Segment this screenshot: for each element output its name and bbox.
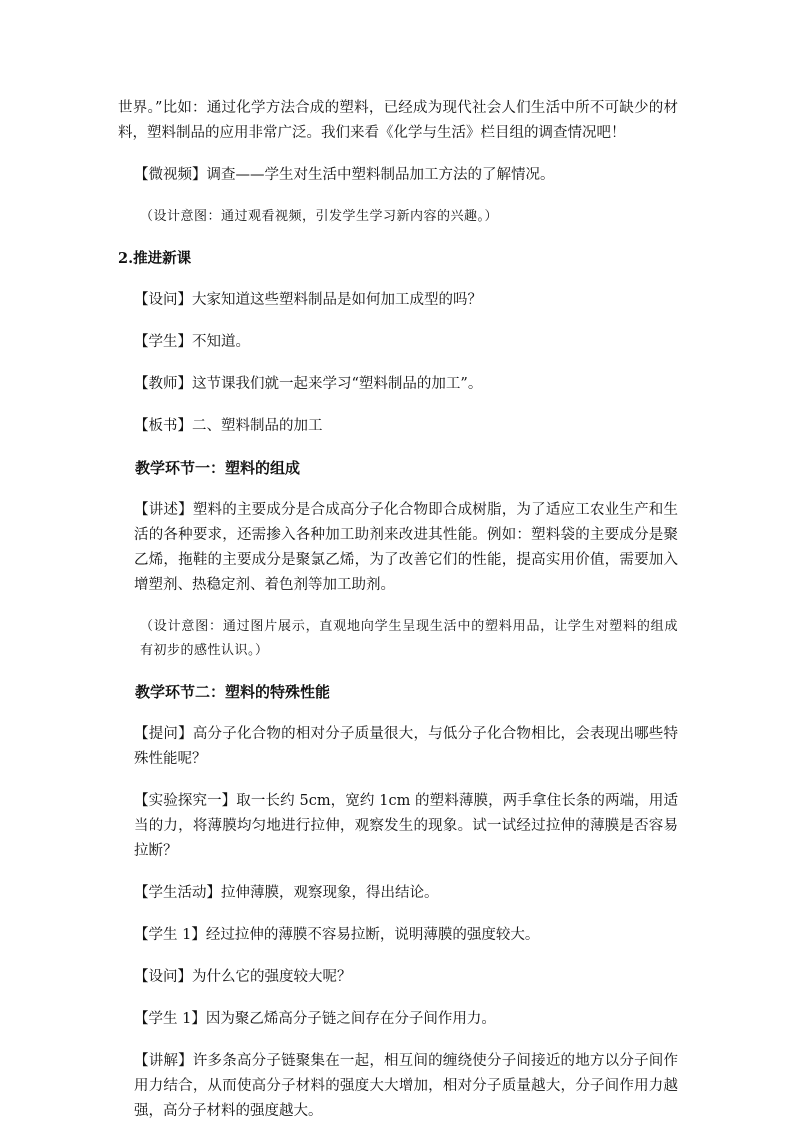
student-1-answer-a-tag: 【学生 1】 [134, 927, 206, 943]
student-activity-1 [118, 881, 678, 906]
question-2 [118, 965, 678, 990]
question-1-text: 大家知道这些塑料制品是如何加工成型的吗？ [192, 292, 482, 308]
explanation-1-text: 许多条高分子链聚集在一起，相互间的缠绕使分子间接近的地方以分子间作用力结合，从而使高分子材料的强度大大增加，相对分子质量越大，分子间作用力越强，高分子材料的强度越大。 [134, 1053, 679, 1119]
board-note-1-tag: 【板书】 [134, 418, 192, 434]
lecture-1-text: 塑料的主要成分是合成高分子化合物即合成树脂，为了适应工农业生产和生活的各种要求，还需掺入各种加工助剂来改进其性能。例如：塑料袋的主要成分是聚乙烯，拖鞋的主要成分是聚氯乙烯，为了改善它们的性能，提高实用价值，需要加入增塑剂、热稳定剂、着色剂等加工助剂。 [134, 502, 679, 593]
student-1-answer-a-text: 经过拉伸的薄膜不容易拉断，说明薄膜的强度较大。 [205, 927, 540, 943]
ask-1-text: 高分子化合物的相对分子质量很大，与低分子化合物相比，会表现出哪些特殊性能呢？ [134, 726, 679, 767]
teacher-1 [118, 372, 678, 397]
design-note-2-text: （设计意图：通过图片展示，直观地向学生呈现生活中的塑料用品，让学生对塑料的组成有初步的感性认识。） [140, 619, 678, 658]
experiment-1 [118, 789, 678, 864]
ask-1 [118, 722, 678, 772]
student-activity-1-text: 拉伸薄膜，观察现象，得出结论。 [221, 885, 439, 901]
question-1 [118, 288, 678, 313]
intro-paragraph [118, 96, 678, 146]
ask-1-tag: 【提问】 [134, 726, 193, 742]
design-note-2 [118, 615, 678, 663]
question-2-tag: 【设问】 [134, 969, 192, 985]
teacher-1-tag: 【教师】 [134, 376, 192, 392]
student-1-answer-b-tag: 【学生 1】 [134, 1011, 206, 1027]
experiment-1-text: 取一长约 5cm，宽约 1cm 的塑料薄膜，两手拿住长条的两端，用适当的力，将薄膜均匀地进行拉伸，观察发生的现象。试一试经过拉伸的薄膜是否容易拉断？ [134, 793, 678, 859]
video-paragraph [118, 163, 678, 188]
student-answer-1-text: 不知道。 [192, 334, 250, 350]
design-note-1-text: （设计意图：通过观看视频，引发学生学习新内容的兴趣。） [140, 209, 499, 224]
step-2-title: 教学环节二：塑料的特殊性能 [135, 683, 331, 701]
design-note-1 [118, 205, 678, 229]
intro-text: 世界。”比如：通过化学方法合成的塑料，已经成为现代社会人们生活中所不可缺少的材料，塑料制品的应用非常广泛。我们来看《化学与生活》栏目组的调查情况吧！ [118, 100, 678, 141]
board-note-1-text: 二、塑料制品的加工 [192, 418, 323, 434]
section-2-title: 2.推进新课 [118, 250, 192, 267]
step-2-heading [118, 680, 678, 705]
lecture-1-tag: 【讲述】 [134, 502, 193, 518]
question-2-text: 为什么它的强度较大呢？ [192, 969, 352, 985]
question-1-tag: 【设问】 [134, 292, 192, 308]
student-1-answer-a [118, 923, 678, 948]
section-2-heading [118, 246, 678, 271]
video-tag: 【微视频】 [134, 167, 207, 183]
experiment-1-tag: 【实验探究一】 [134, 793, 237, 809]
lecture-1 [118, 498, 678, 598]
step-1-title: 教学环节一：塑料的组成 [135, 459, 301, 477]
explanation-1-tag: 【讲解】 [134, 1053, 193, 1069]
student-1-answer-b [118, 1007, 678, 1032]
student-1-answer-b-text: 因为聚乙烯高分子链之间存在分子间作用力。 [205, 1011, 496, 1027]
teacher-1-text: 这节课我们就一起来学习“塑料制品的加工”。 [192, 376, 483, 392]
video-text: 调查——学生对生活中塑料制品加工方法的了解情况。 [206, 167, 555, 183]
explanation-1 [118, 1049, 678, 1124]
board-note-1 [118, 414, 678, 439]
student-answer-1 [118, 330, 678, 355]
student-activity-1-tag: 【学生活动】 [134, 885, 221, 901]
step-1-heading [118, 456, 678, 481]
document-page [118, 96, 678, 1124]
student-answer-1-tag: 【学生】 [134, 334, 192, 350]
